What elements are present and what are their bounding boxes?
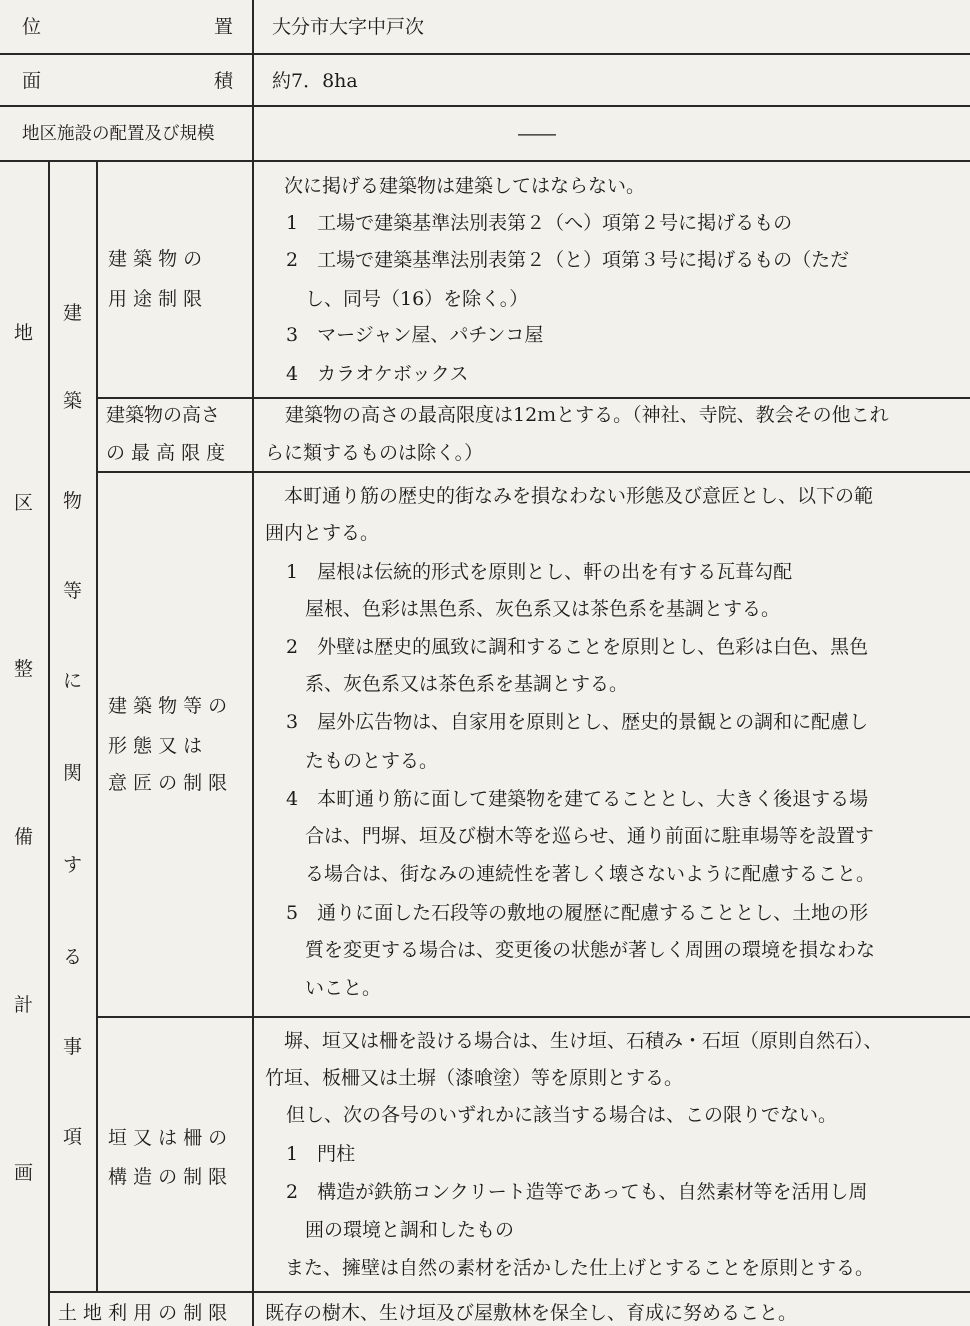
plan-char: 整 — [14, 658, 34, 680]
design-label: 形 態 又 は — [108, 735, 203, 757]
matters-char: 建 — [63, 302, 83, 324]
facilities-value: ―― — [518, 123, 556, 145]
plan-char: 区 — [14, 492, 34, 514]
design-line: 囲内とする。 — [265, 522, 380, 544]
use-label: 用 途 制 限 — [108, 288, 203, 310]
location-value: 大分市大字中戸次 — [272, 16, 425, 38]
use-line: し、同号（16）を除く。） — [305, 288, 529, 310]
use-line: 次に掲げる建築物は建築してはならない。 — [284, 175, 646, 197]
design-line: 3 屋外広告物は、自家用を原則とし、歴史的景観との調和に配慮し — [286, 711, 869, 733]
matters-char: る — [63, 946, 83, 968]
rule — [0, 160, 970, 162]
design-line: 5 通りに面した石段等の敷地の履歴に配慮することとし、土地の形 — [286, 902, 869, 924]
location-label-a: 位 — [22, 16, 42, 38]
landuse-line: 既存の樹木、生け垣及び屋敷林を保全し、育成に努めること。 — [265, 1302, 798, 1324]
rule — [48, 1291, 970, 1293]
fence-line: 竹垣、板柵又は土塀（漆喰塗）等を原則とする。 — [265, 1067, 684, 1089]
matters-char: 築 — [63, 390, 83, 412]
rule — [252, 0, 254, 1326]
use-line: 4 カラオケボックス — [286, 363, 469, 385]
height-label: の 最 高 限 度 — [106, 442, 226, 464]
height-line: 建築物の高さの最高限度は12ｍとする。（神社、寺院、教会その他これ — [285, 404, 889, 426]
matters-char: に — [63, 670, 83, 692]
design-line: たものとする。 — [305, 750, 439, 772]
use-label: 建 築 物 の — [108, 248, 203, 270]
plan-char: 備 — [14, 826, 34, 848]
design-line: 本町通り筋の歴史的街なみを損なわない形態及び意匠とし、以下の範 — [284, 485, 874, 507]
location-label-b: 置 — [214, 16, 234, 38]
design-line: 屋根、色彩は黒色系、灰色系又は茶色系を基調とする。 — [305, 598, 781, 620]
height-line: らに類するものは除く。） — [265, 442, 484, 464]
fence-label: 垣 又 は 柵 の — [108, 1127, 228, 1149]
use-line: 3 マージャン屋、パチンコ屋 — [286, 324, 544, 346]
fence-line: 塀、垣又は柵を設ける場合は、生け垣、石積み・石垣（原則自然石）、 — [284, 1030, 883, 1052]
design-line: る場合は、街なみの連続性を著しく壊さないように配慮すること。 — [305, 863, 876, 885]
fence-line: 2 構造が鉄筋コンクリート造等であっても、自然素材等を活用し周 — [286, 1181, 868, 1203]
rule — [0, 53, 970, 55]
facilities-label: 地区施設の配置及び規模 — [22, 124, 215, 144]
rule — [97, 397, 970, 399]
height-label: 建築物の高さ — [106, 404, 221, 426]
rule — [48, 160, 50, 1326]
area-value: 約7．8ha — [272, 70, 358, 92]
matters-char: 等 — [63, 580, 83, 602]
area-label-a: 面 — [22, 70, 42, 92]
matters-char: 事 — [63, 1036, 83, 1058]
use-line: 2 工場で建築基準法別表第２（と）項第３号に掲げるもの（ただ — [286, 249, 850, 271]
matters-char: す — [63, 854, 83, 876]
rule — [96, 160, 98, 1291]
matters-char: 項 — [63, 1126, 83, 1148]
design-label: 意 匠 の 制 限 — [108, 772, 228, 794]
design-line: 1 屋根は伝統的形式を原則とし、軒の出を有する瓦葺勾配 — [286, 561, 793, 583]
rule — [0, 105, 970, 107]
design-line: 2 外壁は歴史的風致に調和することを原則とし、色彩は白色、黒色 — [286, 636, 869, 658]
matters-char: 物 — [63, 490, 83, 512]
area-label-b: 積 — [214, 70, 234, 92]
matters-char: 関 — [63, 762, 83, 784]
design-line: 4 本町通り筋に面して建築物を建てることとし、大きく後退する場 — [286, 788, 869, 810]
landuse-label: 土 地 利 用 の 制 限 — [58, 1302, 228, 1324]
design-line: 質を変更する場合は、変更後の状態が著しく周囲の環境を損なわな — [305, 939, 876, 961]
plan-char: 画 — [14, 1162, 34, 1184]
fence-line: 但し、次の各号のいずれかに該当する場合は、この限りでない。 — [286, 1104, 838, 1126]
plan-char: 計 — [14, 994, 34, 1016]
use-line: 1 工場で建築基準法別表第２（へ）項第２号に掲げるもの — [286, 212, 793, 234]
fence-label: 構 造 の 制 限 — [108, 1166, 228, 1188]
design-line: 系、灰色系又は茶色系を基調とする。 — [305, 673, 629, 695]
rule — [97, 1016, 970, 1018]
plan-char: 地 — [14, 322, 34, 344]
fence-line: 1 門柱 — [286, 1143, 356, 1165]
design-label: 建 築 物 等 の — [108, 695, 228, 717]
fence-line: また、擁壁は自然の素材を活かした仕上げとすることを原則とする。 — [285, 1257, 875, 1279]
design-line: 合は、門塀、垣及び樹木等を巡らせ、通り前面に駐車場等を設置す — [305, 825, 874, 847]
fence-line: 囲の環境と調和したもの — [305, 1219, 515, 1241]
design-line: いこと。 — [305, 977, 382, 999]
rule — [97, 471, 970, 473]
